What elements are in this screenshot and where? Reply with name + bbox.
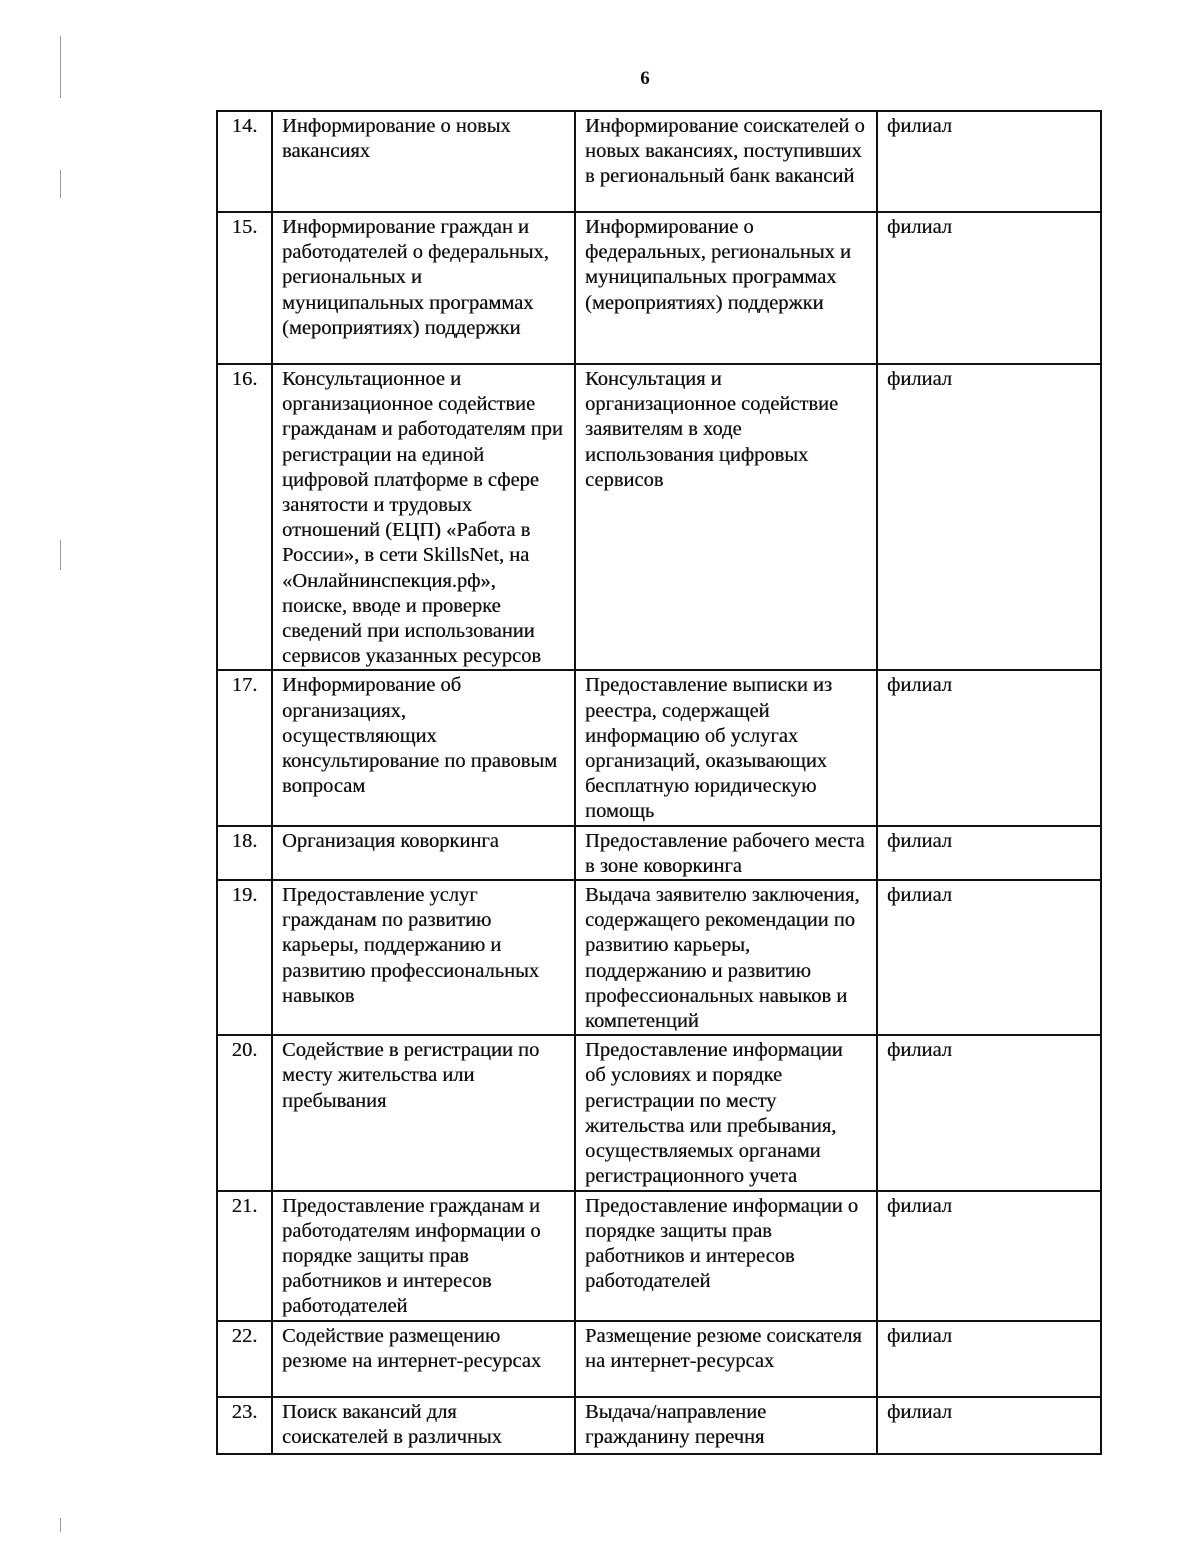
- table-row: [217, 1397, 1101, 1454]
- service-description: Выдача/направление гражданину перечня: [575, 1397, 877, 1454]
- service-name: Поиск вакансий для соискателей в различных: [272, 1397, 575, 1454]
- service-description: Предоставление рабочего места в зоне коворкинга: [575, 826, 877, 880]
- service-description: Предоставление информации о порядке защиты прав работников и интересов работодателей: [575, 1191, 877, 1321]
- row-number: 16.: [217, 364, 272, 670]
- row-number: 17.: [217, 670, 272, 825]
- table-row: [217, 880, 1101, 1035]
- service-name: Организация коворкинга: [272, 826, 575, 880]
- row-number: 21.: [217, 1191, 272, 1321]
- row-number: 19.: [217, 880, 272, 1035]
- table-row: [217, 670, 1101, 825]
- table-row: [217, 1191, 1101, 1321]
- table-row: [217, 1035, 1101, 1190]
- row-number: 14.: [217, 111, 272, 212]
- service-name: Информирование об организациях, осуществляющих консультирование по правовым вопросам: [272, 670, 575, 825]
- service-description: Информирование соискателей о новых вакансиях, поступивших в региональный банк вакансий: [575, 111, 877, 212]
- row-number: 22.: [217, 1321, 272, 1397]
- scan-edge-mark: [60, 36, 61, 98]
- service-name: Консультационное и организационное содействие гражданам и работодателям при регистрации на единой цифровой платформе в сфере занятости и трудовых отношений (ЕЦП) «Работа в России», в сети SkillsNet, на «Онлайнинспекция.рф», поиске, вводе и проверке сведений при использовании сервисов указанных ресурсов: [272, 364, 575, 670]
- table-row: [217, 826, 1101, 880]
- services-table: [216, 110, 1102, 1455]
- service-description: Предоставление информации об условиях и порядке регистрации по месту жительства или пребывания, осуществляемых органами регистрационного учета: [575, 1035, 877, 1190]
- service-name: Предоставление услуг гражданам по развитию карьеры, поддержанию и развитию профессиональных навыков: [272, 880, 575, 1035]
- scan-edge-mark: [60, 540, 61, 570]
- table-row: [217, 212, 1101, 364]
- table-row: [217, 364, 1101, 670]
- service-name: Содействие размещению резюме на интернет-ресурсах: [272, 1321, 575, 1397]
- service-name: Информирование граждан и работодателей о федеральных, региональных и муниципальных программах (мероприятиях) поддержки: [272, 212, 575, 364]
- service-executor: филиал: [877, 212, 1101, 364]
- row-number: 18.: [217, 826, 272, 880]
- page-number: 6: [640, 68, 650, 89]
- service-executor: филиал: [877, 670, 1101, 825]
- service-executor: филиал: [877, 364, 1101, 670]
- row-number: 15.: [217, 212, 272, 364]
- service-executor: филиал: [877, 1191, 1101, 1321]
- service-executor: филиал: [877, 1035, 1101, 1190]
- service-name: Содействие в регистрации по месту жительства или пребывания: [272, 1035, 575, 1190]
- service-name: Информирование о новых вакансиях: [272, 111, 575, 212]
- service-executor: филиал: [877, 1397, 1101, 1454]
- service-description: Выдача заявителю заключения, содержащего рекомендации по развитию карьеры, поддержанию и развитию профессиональных навыков и компетенций: [575, 880, 877, 1035]
- service-executor: филиал: [877, 826, 1101, 880]
- service-description: Предоставление выписки из реестра, содержащей информацию об услугах организаций, оказывающих бесплатную юридическую помощь: [575, 670, 877, 825]
- table-row: [217, 111, 1101, 212]
- row-number: 23.: [217, 1397, 272, 1454]
- service-name: Предоставление гражданам и работодателям информации о порядке защиты прав работников и интересов работодателей: [272, 1191, 575, 1321]
- scan-edge-mark: [60, 1518, 61, 1532]
- service-executor: филиал: [877, 111, 1101, 212]
- table-row: [217, 1321, 1101, 1397]
- service-executor: филиал: [877, 1321, 1101, 1397]
- scan-edge-mark: [60, 170, 61, 198]
- service-description: Размещение резюме соискателя на интернет-ресурсах: [575, 1321, 877, 1397]
- service-executor: филиал: [877, 880, 1101, 1035]
- row-number: 20.: [217, 1035, 272, 1190]
- service-description: Консультация и организационное содействие заявителям в ходе использования цифровых сервисов: [575, 364, 877, 670]
- service-description: Информирование о федеральных, региональных и муниципальных программах (мероприятиях) поддержки: [575, 212, 877, 364]
